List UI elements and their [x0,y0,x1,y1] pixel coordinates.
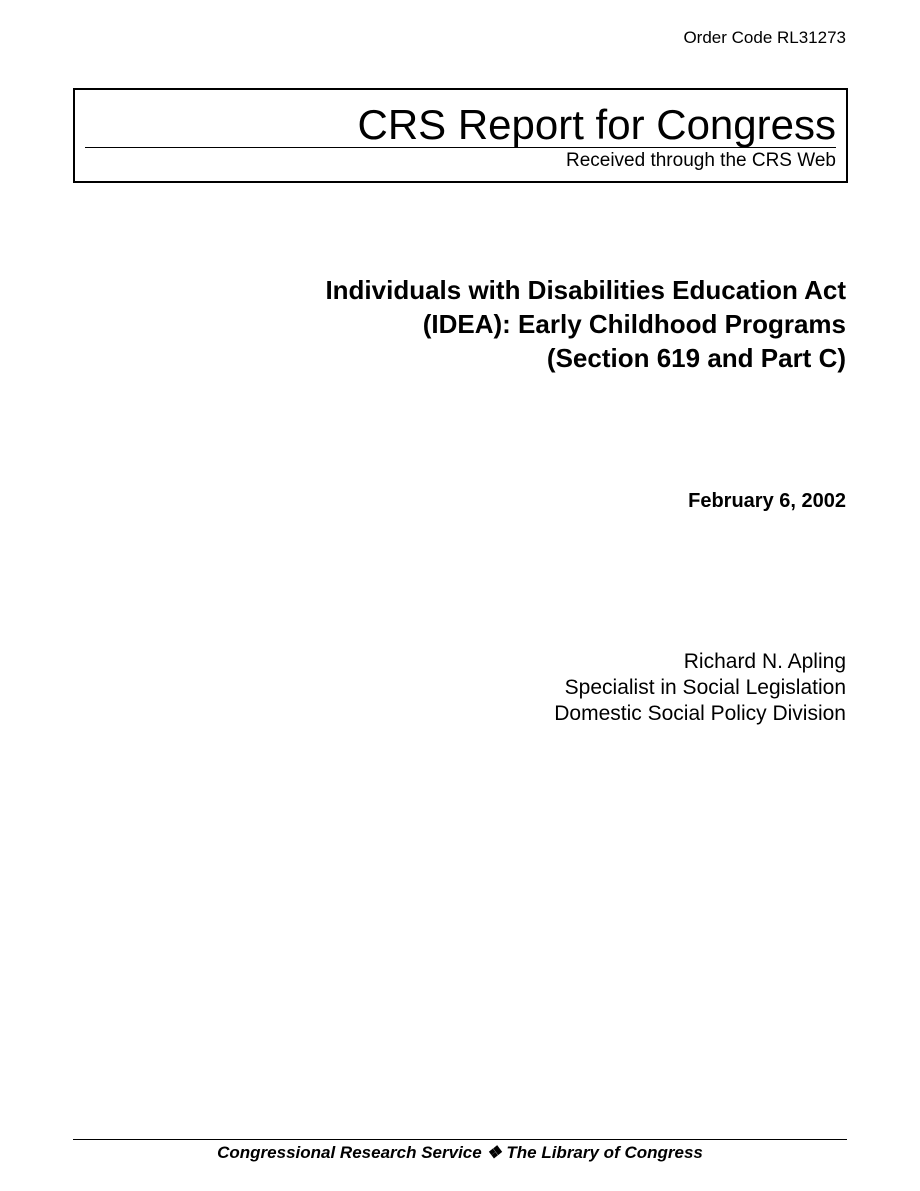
report-title-line: Individuals with Disabilities Education Act [325,275,846,305]
report-title-line: (Section 619 and Part C) [546,343,846,373]
footer-text: Congressional Research Service ❖ The Library of Congress [217,1143,703,1162]
header-subtitle: Received through the CRS Web [565,150,836,171]
author-block [554,649,846,727]
order-code: Order Code RL31273 [683,28,846,47]
author-position: Specialist in Social Legislation [564,676,846,699]
header-title: CRS Report for Congress [357,101,836,148]
report-header-box [73,88,848,183]
header-divider [85,147,836,148]
report-date: February 6, 2002 [688,490,846,512]
report-title-line: (IDEA): Early Childhood Programs [422,309,846,339]
footer-divider [73,1139,847,1140]
report-title [325,273,846,375]
author-division: Domestic Social Policy Division [554,702,846,725]
author-name: Richard N. Apling [683,650,846,673]
